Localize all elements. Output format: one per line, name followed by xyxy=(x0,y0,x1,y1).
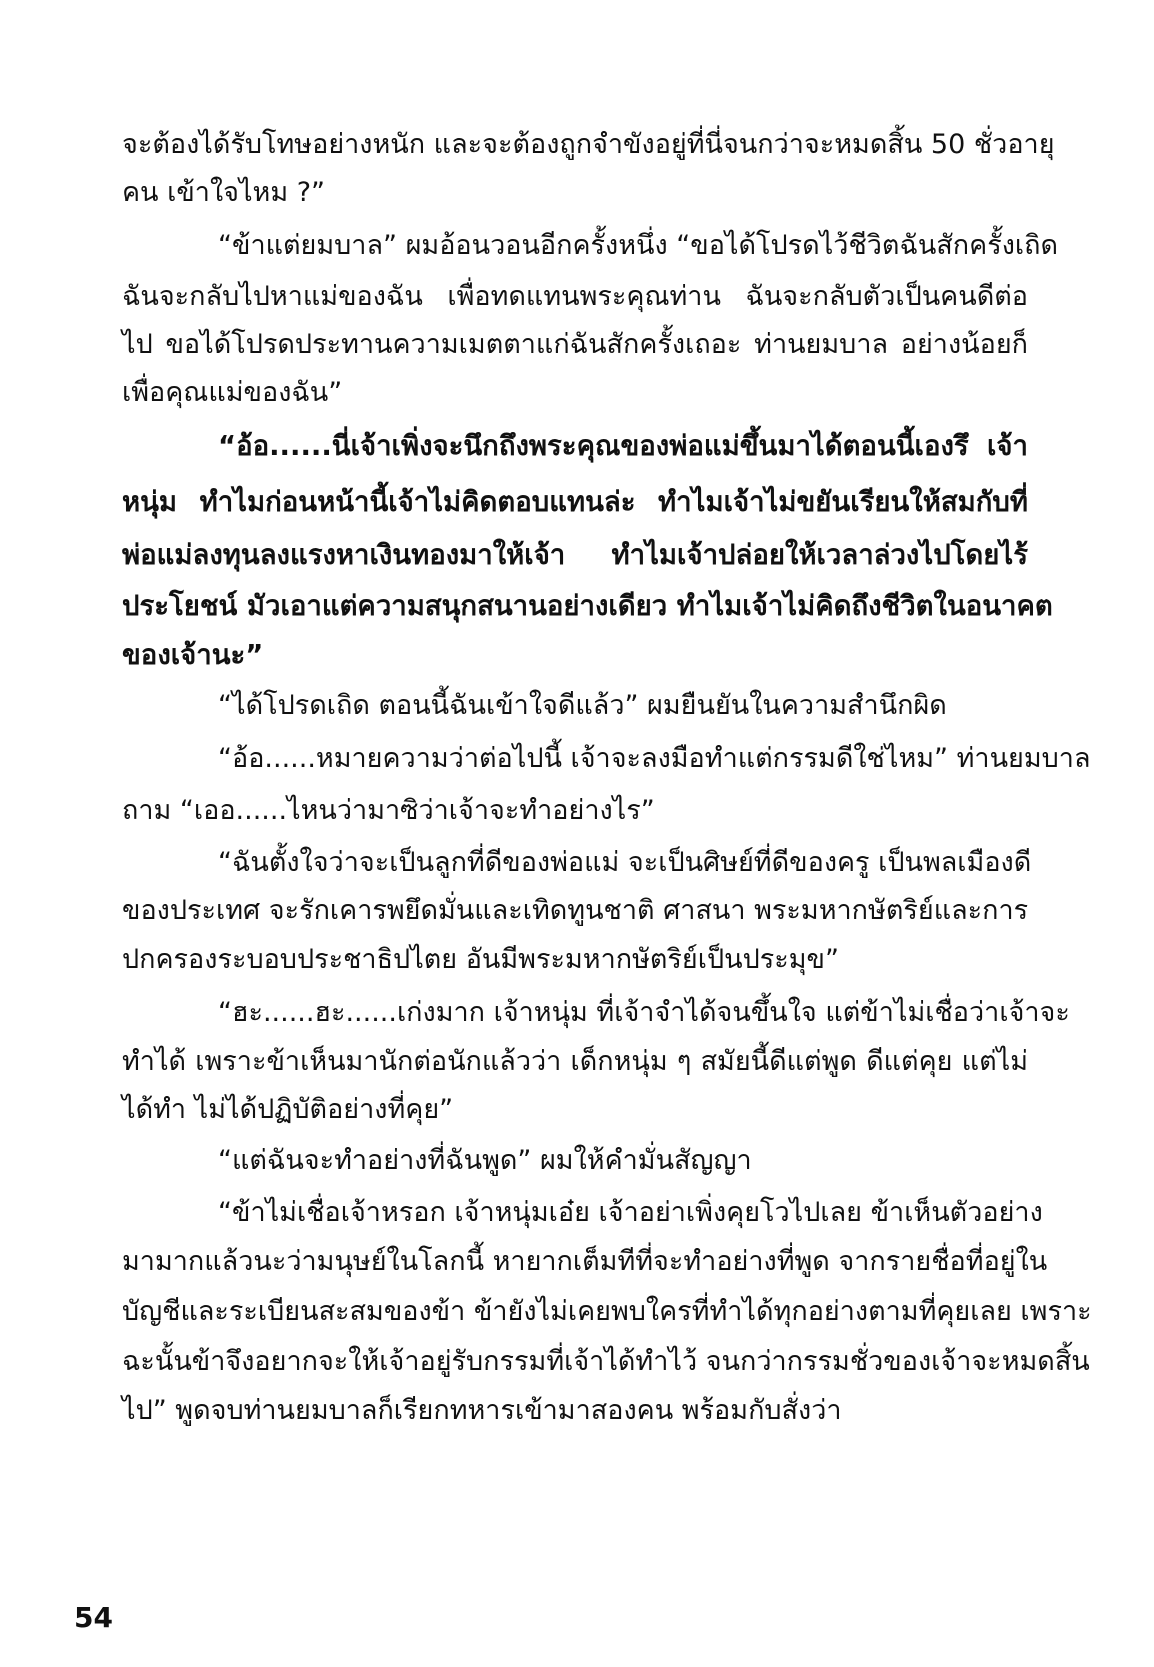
text-line: ปกครองระบอบประชาธิปไตย อันมีพระมหากษัตริย์เป็นประมุข” xyxy=(122,944,839,975)
text-line: ฉันจะกลับไปหาแม่ของฉัน เพื่อทดแทนพระคุณท่าน ฉันจะกลับตัวเป็นคนดีต่อ xyxy=(122,281,1028,312)
text-line: หนุ่ม ทำไมก่อนหน้านี้เจ้าไม่คิดตอบแทนล่ะ ทำไมเจ้าไม่ขยันเรียนให้สมกับที่ xyxy=(122,486,1028,518)
text-line: พ่อแม่ลงทุนลงแรงหาเงินทองมาให้เจ้า ทำไมเจ้าปล่อยให้เวลาล่วงไปโดยไร้ xyxy=(122,539,1028,571)
text-line: จะต้องได้รับโทษอย่างหนัก และจะต้องถูกจำขังอยู่ที่นี่จนกว่าจะหมดสิ้น 50 ชั่วอายุ xyxy=(122,129,1055,160)
text-line: “ฮะ......ฮะ......เก่งมาก เจ้าหนุ่ม ที่เจ้าจำได้จนขึ้นใจ แต่ข้าไม่เชื่อว่าเจ้าจะ xyxy=(218,997,1070,1028)
text-line: “ข้าแต่ยมบาล” ผมอ้อนวอนอีกครั้งหนึ่ง “ขอได้โปรดไว้ชีวิตฉันสักครั้งเถิด xyxy=(218,230,1058,261)
text-line: ทำได้ เพราะข้าเห็นมานักต่อนักแล้วว่า เด็กหนุ่ม ๆ สมัยนี้ดีแต่พูด ดีแต่คุย แต่ไม่ xyxy=(122,1046,1028,1077)
text-line: ไป ขอได้โปรดประทานความเมตตาแก่ฉันสักครั้งเถอะ ท่านยมบาล อย่างน้อยก็ xyxy=(122,329,1028,360)
text-line: ฉะนั้นข้าจึงอยากจะให้เจ้าอยู่รับกรรมที่เจ้าได้ทำไว้ จนกว่ากรรมชั่วของเจ้าจะหมดสิ้น xyxy=(122,1346,1090,1377)
page-number: 54 xyxy=(74,1601,113,1634)
text-line: มามากแล้วนะว่ามนุษย์ในโลกนี้ หายากเต็มทีที่จะทำอย่างที่พูด จากรายชื่อที่อยู่ใน xyxy=(122,1246,1048,1277)
text-line: ไป” พูดจบท่านยมบาลก็เรียกทหารเข้ามาสองคน พร้อมกับสั่งว่า xyxy=(122,1395,842,1426)
text-line: “อ้อ......นี่เจ้าเพิ่งจะนึกถึงพระคุณของพ่อแม่ขึ้นมาได้ตอนนี้เองรึ เจ้า xyxy=(218,430,1028,462)
text-line: คน เข้าใจไหม ?” xyxy=(122,177,326,208)
text-line: เพื่อคุณแม่ของฉัน” xyxy=(122,377,343,408)
text-line: “อ้อ......หมายความว่าต่อไปนี้ เจ้าจะลงมือทำแต่กรรมดีใช่ไหม” ท่านยมบาล xyxy=(218,743,1091,774)
text-line: “ได้โปรดเถิด ตอนนี้ฉันเข้าใจดีแล้ว” ผมยืนยันในความสำนึกผิด xyxy=(218,690,947,721)
text-line: “ข้าไม่เชื่อเจ้าหรอก เจ้าหนุ่มเอ๋ย เจ้าอย่าเพิ่งคุยโวไปเลย ข้าเห็นตัวอย่าง xyxy=(218,1197,1043,1228)
text-line: ถาม “เออ......ไหนว่ามาซิว่าเจ้าจะทำอย่างไร” xyxy=(122,795,655,826)
text-line: ของประเทศ จะรักเคารพยึดมั่นและเทิดทูนชาติ ศาสนา พระมหากษัตริย์และการ xyxy=(122,895,1029,926)
text-line: ได้ทำ ไม่ได้ปฏิบัติอย่างที่คุย” xyxy=(122,1094,454,1125)
text-line: ประโยชน์ มัวเอาแต่ความสนุกสนานอย่างเดียว ทำไมเจ้าไม่คิดถึงชีวิตในอนาคต xyxy=(122,590,1053,622)
text-line: “ฉันตั้งใจว่าจะเป็นลูกที่ดีของพ่อแม่ จะเป็นศิษย์ที่ดีของครู เป็นพลเมืองดี xyxy=(218,847,1032,878)
text-line: “แต่ฉันจะทำอย่างที่ฉันพูด” ผมให้คำมั่นสัญญา xyxy=(218,1145,752,1176)
text-line: บัญชีและระเบียนสะสมของข้า ข้ายังไม่เคยพบใครที่ทำได้ทุกอย่างตามที่คุยเลย เพราะ xyxy=(122,1296,1092,1327)
text-line: ของเจ้านะ” xyxy=(122,639,264,671)
